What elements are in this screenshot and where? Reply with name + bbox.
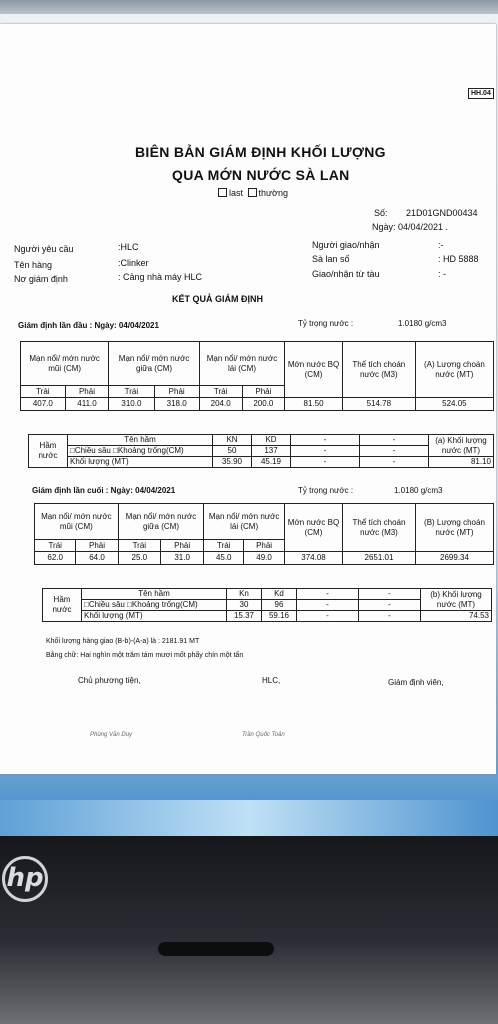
info-value: : - <box>438 269 446 279</box>
value-cell: 49.0 <box>244 552 285 565</box>
title-line2: QUA MỚN NƯỚC SÀ LAN <box>172 167 350 183</box>
ham-cell: 96 <box>262 600 297 611</box>
last-density-value: 1.0180 g/cm3 <box>394 486 443 495</box>
header-cell: (B) Lượng choán nước (MT) <box>415 504 493 552</box>
info-label: Giao/nhận từ tàu <box>312 269 380 279</box>
value-cell: 374.08 <box>284 552 342 565</box>
ham-col: - <box>291 435 360 446</box>
value-cell: 45.0 <box>204 552 244 565</box>
form-code: HH.04 <box>468 88 494 99</box>
ham-col: Kn <box>227 589 262 600</box>
value-cell: 204.0 <box>199 398 242 411</box>
sub-header: Trái <box>118 540 160 552</box>
checkbox-last[interactable] <box>218 188 227 197</box>
ham-result-label: (b) Khối lượng nước (MT) <box>421 589 492 611</box>
value-cell: 514.78 <box>342 398 415 411</box>
sub-header: Phải <box>244 540 285 552</box>
bang-chu: Bằng chữ: Hai nghìn một trăm tám mươi mốt phẩy chín một tấn <box>46 652 244 659</box>
info-value: :- <box>438 240 444 250</box>
ham-cell: 15.37 <box>227 611 262 622</box>
ham-col: KN <box>213 435 252 446</box>
first-density-value: 1.0180 g/cm3 <box>398 319 447 328</box>
header-cell: Mạn nổi/ mớn nước giữa (CM) <box>109 342 200 386</box>
header-cell: Thể tích choán nước (M3) <box>343 504 416 552</box>
laptop-hinge <box>158 942 274 956</box>
sub-header: Phải <box>242 386 285 398</box>
ham-cell: 50 <box>213 446 252 457</box>
ham-col: Kd <box>262 589 297 600</box>
sub-header: Phải <box>76 540 118 552</box>
khoi-luong-giao: Khối lượng hàng giao (B-b)-(A-a) là : 2181.91 MT <box>46 638 200 645</box>
value-cell: 2651.01 <box>343 552 416 565</box>
ham-cell: - <box>297 611 359 622</box>
ham-cell: - <box>291 446 360 457</box>
first-draft-table <box>20 341 494 411</box>
ham-label: Hầm nước <box>43 589 82 622</box>
header-cell: (A) Lượng choán nước (MT) <box>415 342 493 398</box>
sub-header: Phải <box>161 540 204 552</box>
hp-logo-icon: hp <box>2 856 48 902</box>
value-cell: 407.0 <box>21 398 66 411</box>
ham-col: KD <box>252 435 291 446</box>
signer-hlc: HLC, <box>262 676 281 685</box>
ham-col: - <box>360 435 429 446</box>
sub-header: Phải <box>65 386 109 398</box>
ham-cell: □Chiều sâu □Khoảng trống(CM) <box>82 600 227 611</box>
value-cell: 524.05 <box>415 398 493 411</box>
value-cell: 64.0 <box>76 552 118 565</box>
header-cell: Mớn nước BQ (CM) <box>284 504 342 552</box>
ham-cell: Khối lượng (MT) <box>82 611 227 622</box>
ham-col: Tên hầm <box>82 589 227 600</box>
value-cell: 31.0 <box>161 552 204 565</box>
header-cell: Mạn nổi/ mớn nước lái (CM) <box>199 342 284 386</box>
ham-cell: - <box>297 600 359 611</box>
info-value: :HLC <box>118 242 139 252</box>
ham-cell: 137 <box>252 446 291 457</box>
value-cell: 2699.34 <box>415 552 493 565</box>
ket-qua-heading: KẾT QUẢ GIÁM ĐỊNH <box>172 294 263 304</box>
info-label: Nơ giám định <box>14 274 68 284</box>
ham-cell: - <box>359 600 421 611</box>
sub-header: Trái <box>21 386 66 398</box>
value-cell: 411.0 <box>65 398 109 411</box>
ham-cell: 59.16 <box>262 611 297 622</box>
value-cell: 81.50 <box>285 398 343 411</box>
info-value: : Cảng nhà máy HLC <box>118 272 203 282</box>
ham-result: 81.10 <box>429 457 494 468</box>
ham-cell: - <box>360 457 429 468</box>
value-cell: 200.0 <box>242 398 285 411</box>
so-value: 21D01GND00434 <box>406 208 478 218</box>
option-last-label: last <box>229 188 244 198</box>
ham-col: - <box>297 589 359 600</box>
sub-header: Trái <box>35 540 76 552</box>
ham-cell: - <box>359 611 421 622</box>
signer-name-owner: Phùng Văn Duy <box>90 732 133 738</box>
last-density-label: Tỷ trọng nước : <box>298 486 354 495</box>
first-density-label: Tỷ trọng nước : <box>298 319 354 328</box>
sub-header: Trái <box>204 540 244 552</box>
value-cell: 62.0 <box>35 552 76 565</box>
info-value: :Clinker <box>118 258 149 268</box>
info-label: Người giao/nhận <box>312 240 380 250</box>
ham-cell: 30 <box>227 600 262 611</box>
header-cell: Mạn nổi/ mớn nước lái (CM) <box>204 504 285 540</box>
monitor-bezel <box>0 0 498 14</box>
header-cell: Mớn nước BQ (CM) <box>285 342 343 398</box>
value-cell: 310.0 <box>109 398 154 411</box>
header-cell: Mạn nổi/ mớn nước giữa (CM) <box>118 504 204 540</box>
last-survey-heading: Giám định lần cuối : Ngày: 04/04/2021 <box>32 486 176 495</box>
ham-cell: - <box>360 446 429 457</box>
header-cell: Thể tích choán nước (M3) <box>342 342 415 398</box>
header-cell: Mạn nổi/ mớn nước mũi (CM) <box>21 342 109 386</box>
ham-col: Tên hầm <box>68 435 213 446</box>
ham-col: - <box>359 589 421 600</box>
ham-cell: Khối lượng (MT) <box>68 457 213 468</box>
info-label: Sà lan số <box>312 254 350 264</box>
ham-cell: 35.90 <box>213 457 252 468</box>
signer-name-hlc: Trần Quốc Toản <box>242 732 285 738</box>
last-ballast-table <box>42 588 492 622</box>
info-label: Tên hàng <box>14 260 53 270</box>
document-page <box>0 24 496 774</box>
header-cell: Mạn nổi/ mớn nước mũi (CM) <box>35 504 119 540</box>
ham-result-label: (a) Khối lượng nước (MT) <box>429 435 494 457</box>
first-ballast-table <box>28 434 494 468</box>
first-survey-heading: Giám định lần đầu : Ngày: 04/04/2021 <box>18 321 159 330</box>
checkbox-thuong[interactable] <box>248 188 257 197</box>
signer-surveyor: Giám định viên, <box>388 678 444 687</box>
ngay: Ngày: 04/04/2021 . <box>372 222 449 232</box>
value-cell: 25.0 <box>118 552 160 565</box>
ham-result: 74.53 <box>421 611 492 622</box>
taskbar <box>0 800 498 836</box>
type-options <box>216 188 288 198</box>
sub-header: Trái <box>109 386 154 398</box>
value-cell: 318.0 <box>154 398 199 411</box>
so-label: Số: <box>374 208 388 218</box>
sub-header: Phải <box>154 386 199 398</box>
info-label: Người yêu cầu <box>14 244 74 254</box>
ham-label: Hầm nước <box>29 435 68 468</box>
ham-cell: - <box>291 457 360 468</box>
laptop-body <box>0 836 498 1024</box>
title-line1: BIÊN BẢN GIÁM ĐỊNH KHỐI LƯỢNG <box>135 144 386 160</box>
signer-owner: Chủ phương tiện, <box>78 676 141 685</box>
option-thuong-label: thường <box>258 188 288 198</box>
ham-cell: □Chiều sâu □Khoảng trống(CM) <box>68 446 213 457</box>
ham-cell: 45.19 <box>252 457 291 468</box>
last-draft-table <box>34 503 494 565</box>
info-value: : HD 5888 <box>438 254 479 264</box>
sub-header: Trái <box>199 386 242 398</box>
